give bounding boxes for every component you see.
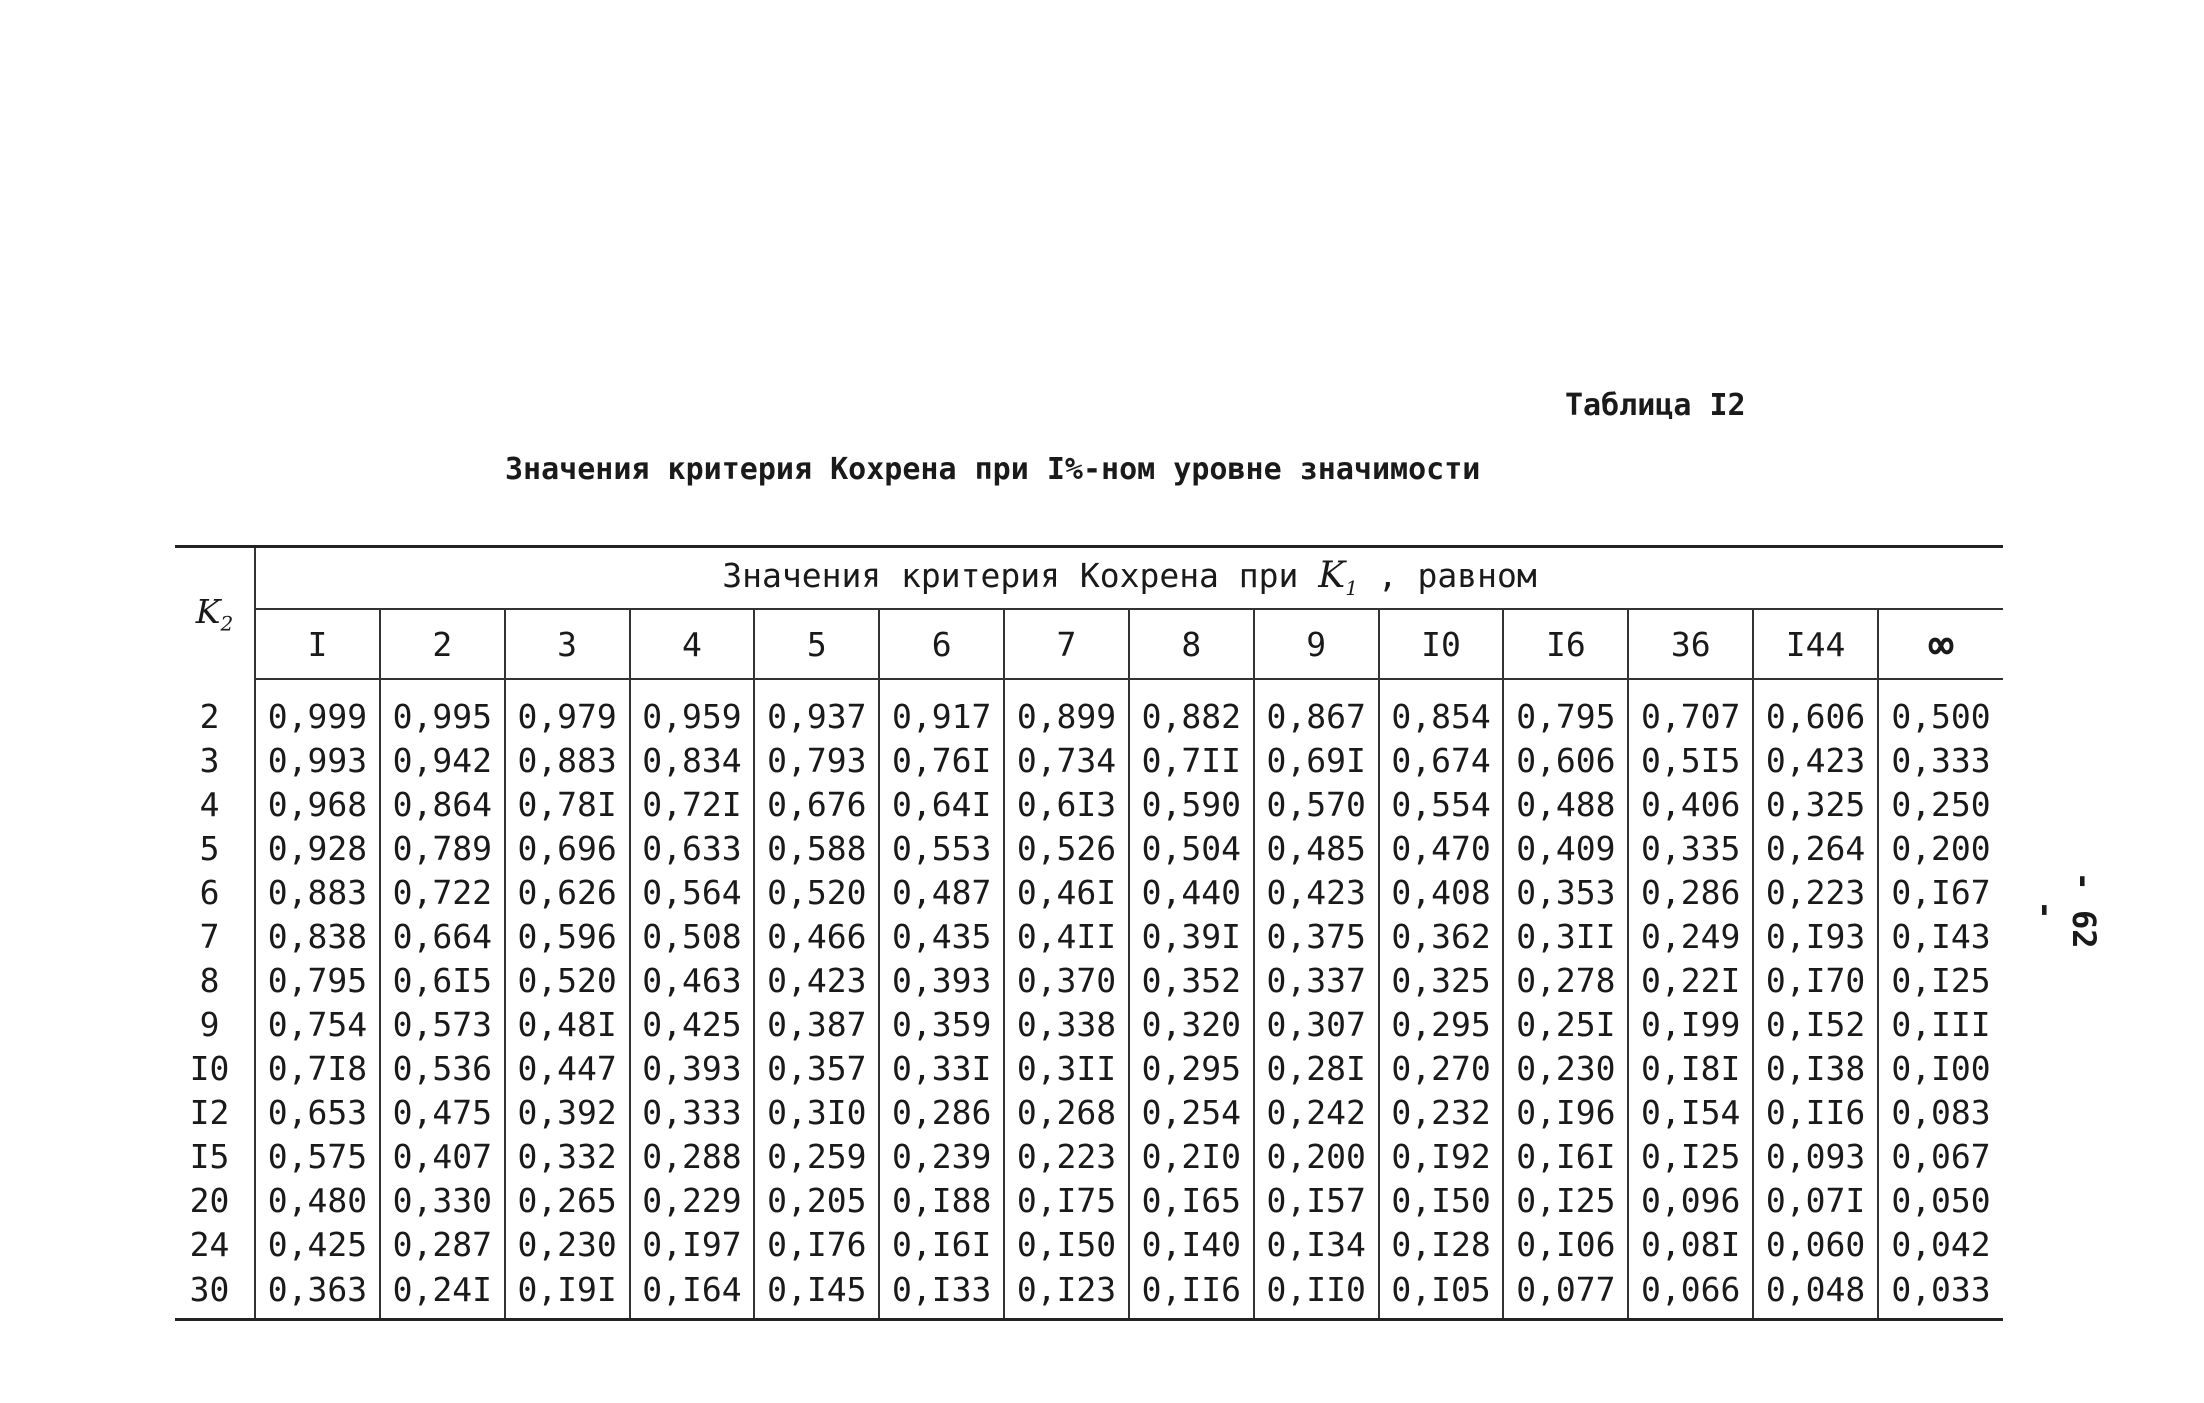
table-cell: 0,393: [630, 1046, 755, 1090]
table-cell: 0,II6: [1129, 1266, 1254, 1320]
table-cell: 0,554: [1379, 782, 1504, 826]
column-header: I: [255, 609, 380, 679]
table-cell: 0,2I0: [1129, 1134, 1254, 1178]
table-cell: 0,7II: [1129, 738, 1254, 782]
column-header: I6: [1503, 609, 1628, 679]
table-cell: 0,504: [1129, 826, 1254, 870]
table-cell: 0,24I: [380, 1266, 505, 1320]
table-cell: 0,223: [1004, 1134, 1129, 1178]
table-cell: 0,223: [1753, 870, 1878, 914]
table-cell: 0,08I: [1628, 1222, 1753, 1266]
table-cell: 0,795: [255, 958, 380, 1002]
k1-symbol: $K_1$: [1318, 555, 1358, 601]
table-cell: 0,I45: [754, 1266, 879, 1320]
table-cell: 0,883: [505, 738, 630, 782]
spacer-row: [175, 679, 2003, 694]
table-cell: 0,7I8: [255, 1046, 380, 1090]
table-cell: 0,307: [1254, 1002, 1379, 1046]
table-cell: 0,I70: [1753, 958, 1878, 1002]
column-header: I44: [1753, 609, 1878, 679]
table-label: Таблица I2: [1565, 388, 1746, 423]
table-cell: 0,789: [380, 826, 505, 870]
table-cell: 0,320: [1129, 1002, 1254, 1046]
table-cell: 0,536: [380, 1046, 505, 1090]
k2-value: 6: [175, 870, 255, 914]
table-cell: 0,575: [255, 1134, 380, 1178]
table-cell: 0,864: [380, 782, 505, 826]
table-cell: 0,232: [1379, 1090, 1504, 1134]
table-cell: 0,463: [630, 958, 755, 1002]
k2-value: 30: [175, 1266, 255, 1320]
k2-value: 8: [175, 958, 255, 1002]
column-header: 36: [1628, 609, 1753, 679]
table-cell: 0,249: [1628, 914, 1753, 958]
table-cell: 0,230: [505, 1222, 630, 1266]
column-header: 9: [1254, 609, 1379, 679]
table-cell: 0,487: [879, 870, 1004, 914]
page-number: - 62 -: [2027, 871, 2103, 949]
k2-value: I0: [175, 1046, 255, 1090]
table-row: [175, 738, 2003, 782]
column-header: 7: [1004, 609, 1129, 679]
table-cell: 0,I99: [1628, 1002, 1753, 1046]
table-cell: 0,259: [754, 1134, 879, 1178]
table-row: [175, 914, 2003, 958]
table-cell: 0,286: [879, 1090, 1004, 1134]
table-cell: 0,050: [1891, 1180, 1991, 1220]
table-cell: 0,899: [1004, 694, 1129, 738]
table-cell: 0,425: [630, 1002, 755, 1046]
k2-symbol: K: [195, 591, 221, 631]
table-cell: 0,5I5: [1628, 738, 1753, 782]
table-body: [175, 679, 2003, 1320]
table-cell: 0,387: [754, 1002, 879, 1046]
table-cell: 0,64I: [879, 782, 1004, 826]
k2-value: 20: [175, 1178, 255, 1222]
table-cell: 0,229: [630, 1178, 755, 1222]
table-cell: 0,I64: [630, 1266, 755, 1320]
table-cell: 0,883: [255, 870, 380, 914]
table-cell: 0,500: [1891, 696, 1991, 736]
table-cell: 0,48I: [505, 1002, 630, 1046]
table-cell: 0,3II: [1503, 914, 1628, 958]
table-cell: 0,042: [1891, 1224, 1991, 1264]
table-cell: 0,508: [630, 914, 755, 958]
table-cell: 0,553: [879, 826, 1004, 870]
table-cell: 0,867: [1254, 694, 1379, 738]
k2-value: I2: [175, 1090, 255, 1134]
k2-subscript: 2: [220, 611, 234, 636]
table-cell: 0,564: [630, 870, 755, 914]
table-cell: 0,995: [380, 694, 505, 738]
table-cell: 0,I40: [1129, 1222, 1254, 1266]
table-cell: 0,480: [255, 1178, 380, 1222]
table-cell: 0,46I: [1004, 870, 1129, 914]
table-cell: 0,067: [1891, 1136, 1991, 1176]
table-cell: 0,425: [255, 1222, 380, 1266]
table-cell: 0,330: [380, 1178, 505, 1222]
table-cell: 0,265: [505, 1178, 630, 1222]
table-cell: 0,917: [879, 694, 1004, 738]
table-cell: 0,392: [505, 1090, 630, 1134]
table-cell: 0,I34: [1254, 1222, 1379, 1266]
table-cell: 0,I33: [879, 1266, 1004, 1320]
table-cell: 0,077: [1503, 1266, 1628, 1320]
table-cell: 0,968: [255, 782, 380, 826]
table-cell: 0,959: [630, 694, 755, 738]
table-cell: 0,I00: [1891, 1048, 1991, 1088]
table-cell: 0,28I: [1254, 1046, 1379, 1090]
table-cell: 0,I57: [1254, 1178, 1379, 1222]
table-cell: 0,590: [1129, 782, 1254, 826]
k1-span-header: [255, 547, 2003, 610]
k2-value: 3: [175, 738, 255, 782]
table-cell: 0,485: [1254, 826, 1379, 870]
table-row: [175, 1090, 2003, 1134]
table-cell: 0,979: [505, 694, 630, 738]
k2-value: 2: [175, 694, 255, 738]
table-cell: 0,520: [754, 870, 879, 914]
table-row: [175, 1134, 2003, 1178]
table-cell: 0,423: [1753, 738, 1878, 782]
table-cell: 0,406: [1628, 782, 1753, 826]
table-cell: 0,674: [1379, 738, 1504, 782]
table-row: [175, 694, 2003, 738]
table-cell: 0,I50: [1379, 1178, 1504, 1222]
table-cell: 0,653: [255, 1090, 380, 1134]
table-row: [175, 782, 2003, 826]
table-cell: 0,838: [255, 914, 380, 958]
table-cell: 0,352: [1129, 958, 1254, 1002]
table-cell: 0,22I: [1628, 958, 1753, 1002]
table-cell: 0,066: [1628, 1266, 1753, 1320]
table-cell: 0,286: [1628, 870, 1753, 914]
table-cell: 0,520: [505, 958, 630, 1002]
table-cell: 0,295: [1129, 1046, 1254, 1090]
table-cell: 0,I75: [1004, 1178, 1129, 1222]
table-cell: 0,093: [1753, 1134, 1878, 1178]
table-cell: 0,I76: [754, 1222, 879, 1266]
table-cell: 0,475: [380, 1090, 505, 1134]
table-cell: 0,07I: [1753, 1178, 1878, 1222]
table-cell: 0,I25: [1891, 960, 1991, 1000]
table-cell: 0,3II: [1004, 1046, 1129, 1090]
table-cell: 0,6I5: [380, 958, 505, 1002]
table-row: [175, 1178, 2003, 1222]
table-title: Значения критерия Кохрена при I%-ном уровне значимости: [505, 452, 1481, 487]
k2-value: 9: [175, 1002, 255, 1046]
column-header-row: [175, 609, 2003, 679]
table-cell: 0,793: [754, 738, 879, 782]
column-header: 5: [754, 609, 879, 679]
table-cell: 0,353: [1503, 870, 1628, 914]
table-cell: 0,295: [1379, 1002, 1504, 1046]
column-header: I0: [1379, 609, 1504, 679]
table-row: [175, 1222, 2003, 1266]
table-cell: 0,264: [1753, 826, 1878, 870]
table-cell: 0,205: [754, 1178, 879, 1222]
table-cell: 0,606: [1753, 694, 1878, 738]
table-cell: 0,393: [879, 958, 1004, 1002]
table-cell: 0,526: [1004, 826, 1129, 870]
table-cell: 0,270: [1379, 1046, 1504, 1090]
table-cell: 0,440: [1129, 870, 1254, 914]
table-cell: 0,033: [1878, 1266, 2003, 1320]
table-cell: 0,39I: [1129, 914, 1254, 958]
table-cell: 0,633: [630, 826, 755, 870]
table-cell: 0,325: [1753, 782, 1878, 826]
table-cell: 0,588: [754, 826, 879, 870]
table-cell: 0,359: [879, 1002, 1004, 1046]
table-cell: 0,I97: [630, 1222, 755, 1266]
table-cell: 0,6I3: [1004, 782, 1129, 826]
span-suffix: , равном: [1377, 556, 1537, 596]
table-cell: 0,676: [754, 782, 879, 826]
table-cell: 0,854: [1379, 694, 1504, 738]
k2-header: [175, 547, 255, 680]
k2-value: 5: [175, 826, 255, 870]
table-cell: 0,466: [754, 914, 879, 958]
column-header: 8: [1129, 609, 1254, 679]
table-cell: 0,048: [1753, 1266, 1878, 1320]
table-cell: 0,795: [1503, 694, 1628, 738]
table-cell: 0,I96: [1503, 1090, 1628, 1134]
table-cell: 0,287: [380, 1222, 505, 1266]
table-cell: 0,993: [255, 738, 380, 782]
table-cell: 0,333: [1891, 740, 1991, 780]
table-cell: 0,083: [1891, 1092, 1991, 1132]
table-cell: 0,664: [380, 914, 505, 958]
table-cell: 0,III: [1891, 1004, 1991, 1044]
table-cell: 0,325: [1379, 958, 1504, 1002]
table-cell: 0,I50: [1004, 1222, 1129, 1266]
table-cell: 0,I92: [1379, 1134, 1504, 1178]
table-row: [175, 1266, 2003, 1320]
column-header: 2: [380, 609, 505, 679]
table-cell: 0,060: [1753, 1222, 1878, 1266]
table-cell: 0,407: [380, 1134, 505, 1178]
table-cell: 0,250: [1891, 784, 1991, 824]
table-cell: 0,096: [1628, 1178, 1753, 1222]
table-cell: 0,370: [1004, 958, 1129, 1002]
table-row: [175, 870, 2003, 914]
column-header: ∞: [1878, 609, 2003, 679]
table-cell: 0,335: [1628, 826, 1753, 870]
table-cell: 0,I05: [1379, 1266, 1504, 1320]
table-cell: 0,254: [1129, 1090, 1254, 1134]
table-cell: 0,363: [255, 1266, 380, 1320]
table-cell: 0,33I: [879, 1046, 1004, 1090]
table-cell: 0,I52: [1753, 1002, 1878, 1046]
table-cell: 0,I38: [1753, 1046, 1878, 1090]
table-cell: 0,332: [505, 1134, 630, 1178]
table-cell: 0,606: [1503, 738, 1628, 782]
table-cell: 0,I67: [1891, 872, 1991, 912]
table-cell: 0,25I: [1503, 1002, 1628, 1046]
column-header: 3: [505, 609, 630, 679]
table-cell: 0,357: [754, 1046, 879, 1090]
table-cell: 0,I28: [1379, 1222, 1504, 1266]
table-cell: 0,337: [1254, 958, 1379, 1002]
table-cell: 0,242: [1254, 1090, 1379, 1134]
table-cell: 0,230: [1503, 1046, 1628, 1090]
table-cell: 0,I23: [1004, 1266, 1129, 1320]
k2-value: 7: [175, 914, 255, 958]
table-cell: 0,408: [1379, 870, 1504, 914]
table-cell: 0,72I: [630, 782, 755, 826]
k2-value: 24: [175, 1222, 255, 1266]
table-cell: 0,200: [1254, 1134, 1379, 1178]
table-cell: 0,I54: [1628, 1090, 1753, 1134]
table-cell: 0,626: [505, 870, 630, 914]
table-cell: 0,I6I: [1503, 1134, 1628, 1178]
table-cell: 0,338: [1004, 1002, 1129, 1046]
table-row: [175, 826, 2003, 870]
k2-value: 4: [175, 782, 255, 826]
table-row: [175, 1002, 2003, 1046]
table-cell: 0,375: [1254, 914, 1379, 958]
table-cell: 0,942: [380, 738, 505, 782]
table-cell: 0,278: [1503, 958, 1628, 1002]
table-cell: 0,I25: [1628, 1134, 1753, 1178]
table-cell: 0,423: [1254, 870, 1379, 914]
table-cell: 0,I9I: [505, 1266, 630, 1320]
table-cell: 0,409: [1503, 826, 1628, 870]
table-cell: 0,734: [1004, 738, 1129, 782]
table-cell: 0,69I: [1254, 738, 1379, 782]
table-cell: 0,696: [505, 826, 630, 870]
table-cell: 0,I8I: [1628, 1046, 1753, 1090]
table-cell: 0,I06: [1503, 1222, 1628, 1266]
table-cell: 0,I25: [1503, 1178, 1628, 1222]
table-cell: 0,596: [505, 914, 630, 958]
table-cell: 0,999: [255, 694, 380, 738]
table-cell: 0,722: [380, 870, 505, 914]
table-cell: 0,I65: [1129, 1178, 1254, 1222]
column-header: 6: [879, 609, 1004, 679]
table-cell: 0,928: [255, 826, 380, 870]
table-cell: 0,882: [1129, 694, 1254, 738]
table-cell: 0,I93: [1753, 914, 1878, 958]
table-cell: 0,II0: [1254, 1266, 1379, 1320]
table-cell: 0,435: [879, 914, 1004, 958]
table-row: [175, 958, 2003, 1002]
k2-value: I5: [175, 1134, 255, 1178]
table-cell: 0,470: [1379, 826, 1504, 870]
table-cell: 0,754: [255, 1002, 380, 1046]
table-cell: 0,288: [630, 1134, 755, 1178]
table-cell: 0,76I: [879, 738, 1004, 782]
table-cell: 0,423: [754, 958, 879, 1002]
table-cell: 0,200: [1891, 828, 1991, 868]
table-cell: 0,I43: [1891, 916, 1991, 956]
table-cell: 0,78I: [505, 782, 630, 826]
table-cell: 0,3I0: [754, 1090, 879, 1134]
table-cell: 0,488: [1503, 782, 1628, 826]
table-cell: 0,834: [630, 738, 755, 782]
table-cell: 0,707: [1628, 694, 1753, 738]
table-cell: 0,937: [754, 694, 879, 738]
table-cell: 0,II6: [1753, 1090, 1878, 1134]
table-cell: 0,362: [1379, 914, 1504, 958]
table-cell: 0,4II: [1004, 914, 1129, 958]
table-cell: 0,333: [630, 1090, 755, 1134]
table-cell: 0,239: [879, 1134, 1004, 1178]
table-cell: 0,447: [505, 1046, 630, 1090]
table-row: [175, 1046, 2003, 1090]
column-header: 4: [630, 609, 755, 679]
table-cell: 0,573: [380, 1002, 505, 1046]
cochran-table: [175, 545, 2003, 1321]
table-cell: 0,570: [1254, 782, 1379, 826]
table-cell: 0,268: [1004, 1090, 1129, 1134]
table-cell: 0,I88: [879, 1178, 1004, 1222]
table-cell: 0,I6I: [879, 1222, 1004, 1266]
span-prefix: Значения критерия Кохрена при: [722, 556, 1299, 596]
